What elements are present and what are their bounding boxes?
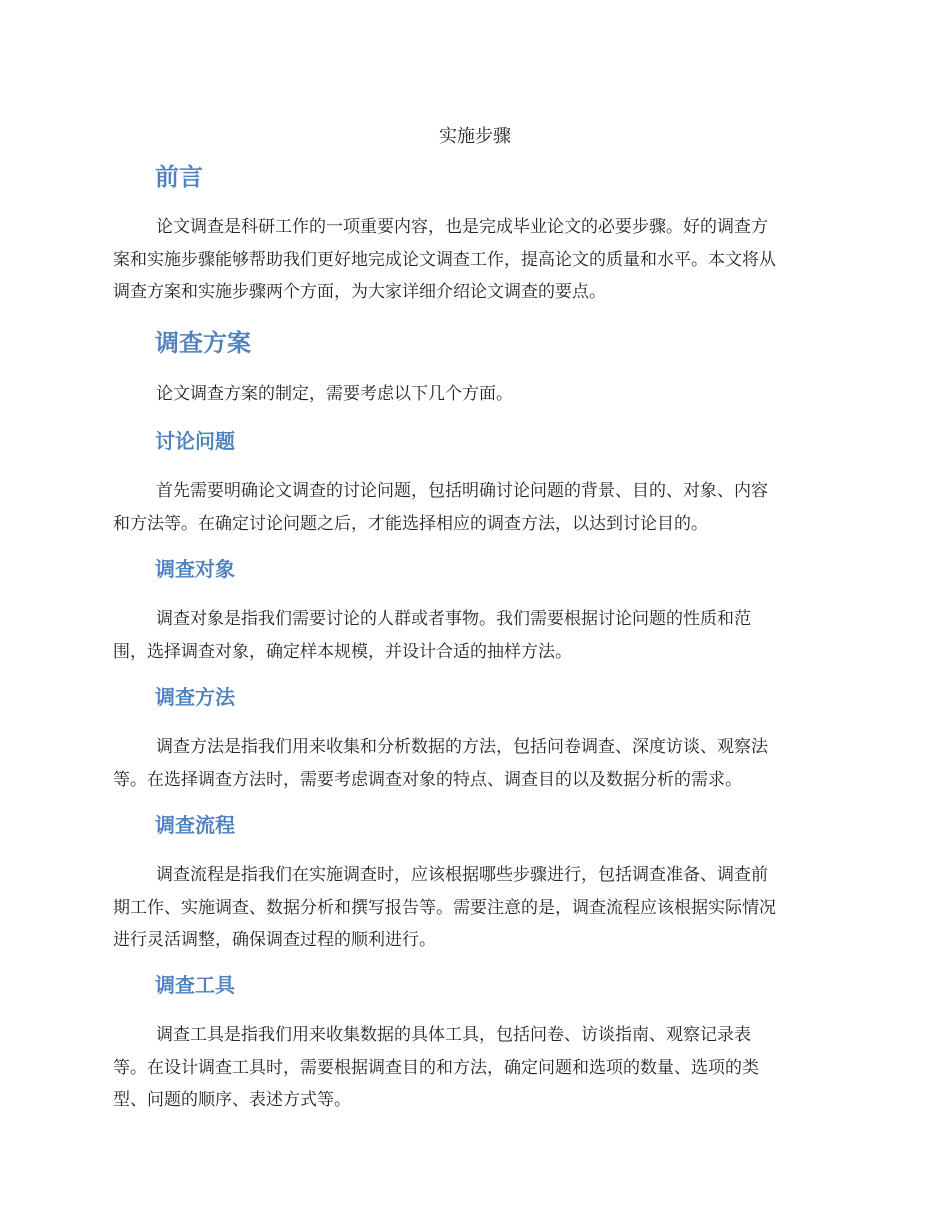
section-heading-survey-tools: 调查工具 [155,973,235,997]
section-heading-survey-plan: 调查方案 [155,329,251,357]
section-paragraph-survey-subjects [113,603,838,668]
section-paragraph-preface [113,211,838,309]
paragraph-line: 调查对象是指我们需要讨论的人群或者事物。我们需要根据讨论问题的性质和范 [156,609,751,629]
paragraph-line: 期工作、实施调查、数据分析和撰写报告等。需要注意的是，调查流程应该根据实际情况 [113,897,776,918]
section-paragraph-survey-process [113,859,838,957]
paragraph-line: 调查工具是指我们用来收集数据的具体工具，包括问卷、访谈指南、观察记录表 [156,1025,751,1045]
section-heading-survey-process: 调查流程 [155,813,235,837]
paragraph-line: 案和实施步骤能够帮助我们更好地完成论文调查工作，提高论文的质量和水平。本文将从 [113,249,776,270]
section-heading-preface: 前言 [155,163,203,191]
paragraph-line: 调查方案和实施步骤两个方面，为大家详细介绍论文调查的要点。 [113,282,606,302]
document-title: 实施步骤 [439,126,511,147]
paragraph-line: 等。在选择调查方法时，需要考虑调查对象的特点、调查目的以及数据分析的需求。 [113,769,742,790]
paragraph-line: 论文调查方案的制定，需要考虑以下几个方面。 [156,384,513,404]
section-paragraph-survey-tools [113,1019,838,1117]
section-paragraph-survey-plan [113,378,838,411]
section-heading-survey-methods: 调查方法 [155,685,235,709]
section-heading-survey-subjects: 调查对象 [155,557,235,581]
section-paragraph-research-question [113,475,838,540]
paragraph-line: 型、问题的顺序、表述方式等。 [113,1090,351,1110]
paragraph-line: 进行灵活调整，确保调查过程的顺利进行。 [113,930,436,950]
paragraph-line: 首先需要明确论文调查的讨论问题，包括明确讨论问题的背景、目的、对象、内容 [156,481,768,501]
paragraph-line: 和方法等。在确定讨论问题之后，才能选择相应的调查方法，以达到讨论目的。 [113,513,708,534]
paragraph-line: 等。在设计调查工具时，需要根据调查目的和方法，确定问题和选项的数量、选项的类 [113,1057,759,1078]
paragraph-line: 调查流程是指我们在实施调查时，应该根据哪些步骤进行，包括调查准备、调查前 [156,865,768,885]
paragraph-line: 围，选择调查对象，确定样本规模，并设计合适的抽样方法。 [113,641,572,662]
section-paragraph-survey-methods [113,731,838,796]
section-heading-research-question: 讨论问题 [155,429,235,453]
paragraph-line: 论文调查是科研工作的一项重要内容，也是完成毕业论文的必要步骤。好的调查方 [156,217,768,237]
paragraph-line: 调查方法是指我们用来收集和分析数据的方法，包括问卷调查、深度访谈、观察法 [156,737,768,757]
